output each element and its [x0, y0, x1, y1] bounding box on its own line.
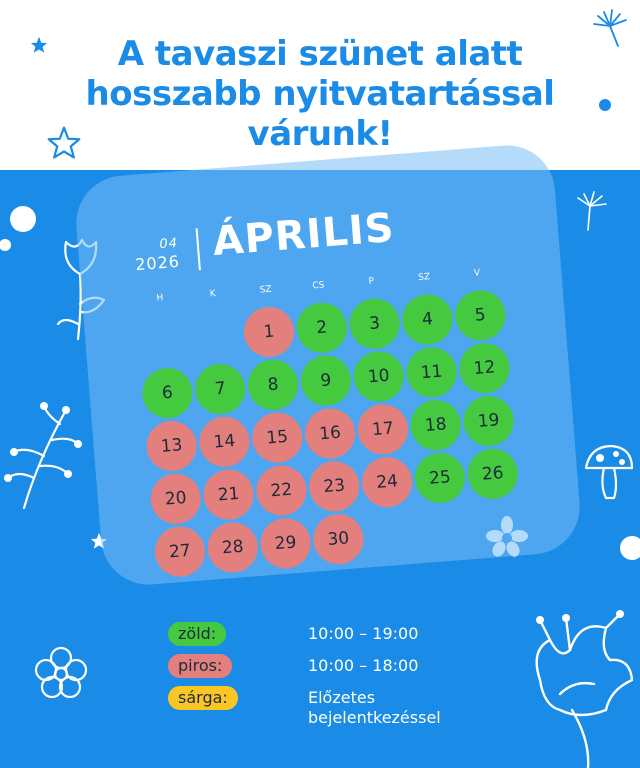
headline-line-1: A tavaszi szünet alatt [117, 34, 523, 74]
calendar-day: 27 [153, 525, 207, 579]
calendar-day: 11 [405, 345, 459, 399]
calendar-day: 22 [255, 464, 309, 518]
calendar-day: 29 [259, 516, 313, 570]
calendar-day: 23 [307, 459, 361, 513]
calendar-day: 18 [409, 398, 463, 452]
legend-text: 10:00 – 19:00 [308, 624, 419, 643]
calendar-day: 25 [413, 451, 467, 505]
month-number: 04 [158, 235, 179, 253]
year: 2026 [134, 251, 181, 275]
calendar-day: 1 [242, 305, 296, 359]
month-name: ÁPRILIS [210, 204, 397, 266]
weekday-label: H [156, 293, 164, 304]
calendar-day: 7 [193, 362, 247, 416]
legend-label: zöld: [168, 622, 226, 646]
calendar-day: 19 [462, 394, 516, 448]
calendar-day: 20 [149, 472, 203, 526]
calendar-day: 10 [352, 350, 406, 404]
headline-line-3: várunk! [247, 114, 393, 154]
weekday-label: SZ [417, 272, 431, 284]
calendar-day: 8 [246, 358, 300, 412]
calendar-day: 15 [250, 411, 304, 465]
calendar-day: 5 [453, 288, 507, 342]
calendar-day: 2 [295, 301, 349, 355]
weekday-label: V [473, 268, 481, 279]
calendar-day: 24 [360, 455, 414, 509]
calendar-day: 17 [356, 402, 410, 456]
calendar-day: 6 [141, 366, 195, 420]
calendar-day: 4 [401, 293, 455, 347]
calendar-day: 21 [202, 468, 256, 522]
calendar-day: 14 [198, 415, 252, 469]
weekday-label: P [368, 276, 375, 288]
calendar-day: 3 [348, 297, 402, 351]
legend-label: piros: [168, 654, 232, 678]
calendar-day: 16 [303, 407, 357, 461]
headline-line-2: hosszabb nyitvatartással [85, 74, 555, 114]
title-divider [196, 228, 201, 270]
calendar-day: 28 [206, 521, 260, 575]
calendar-day: 13 [145, 419, 199, 473]
calendar-day: 12 [458, 341, 512, 395]
weekday-label: K [209, 289, 217, 300]
calendar-day: 30 [312, 512, 366, 566]
legend-text: 10:00 – 18:00 [308, 656, 419, 675]
calendar-day: 26 [466, 447, 520, 501]
legend-label: sárga: [168, 686, 238, 710]
calendar-day: 9 [299, 354, 353, 408]
weekday-label: SZ [259, 284, 272, 296]
legend-text: Előzetes bejelentkezéssel [308, 688, 441, 727]
weekday-label: CS [312, 280, 325, 292]
